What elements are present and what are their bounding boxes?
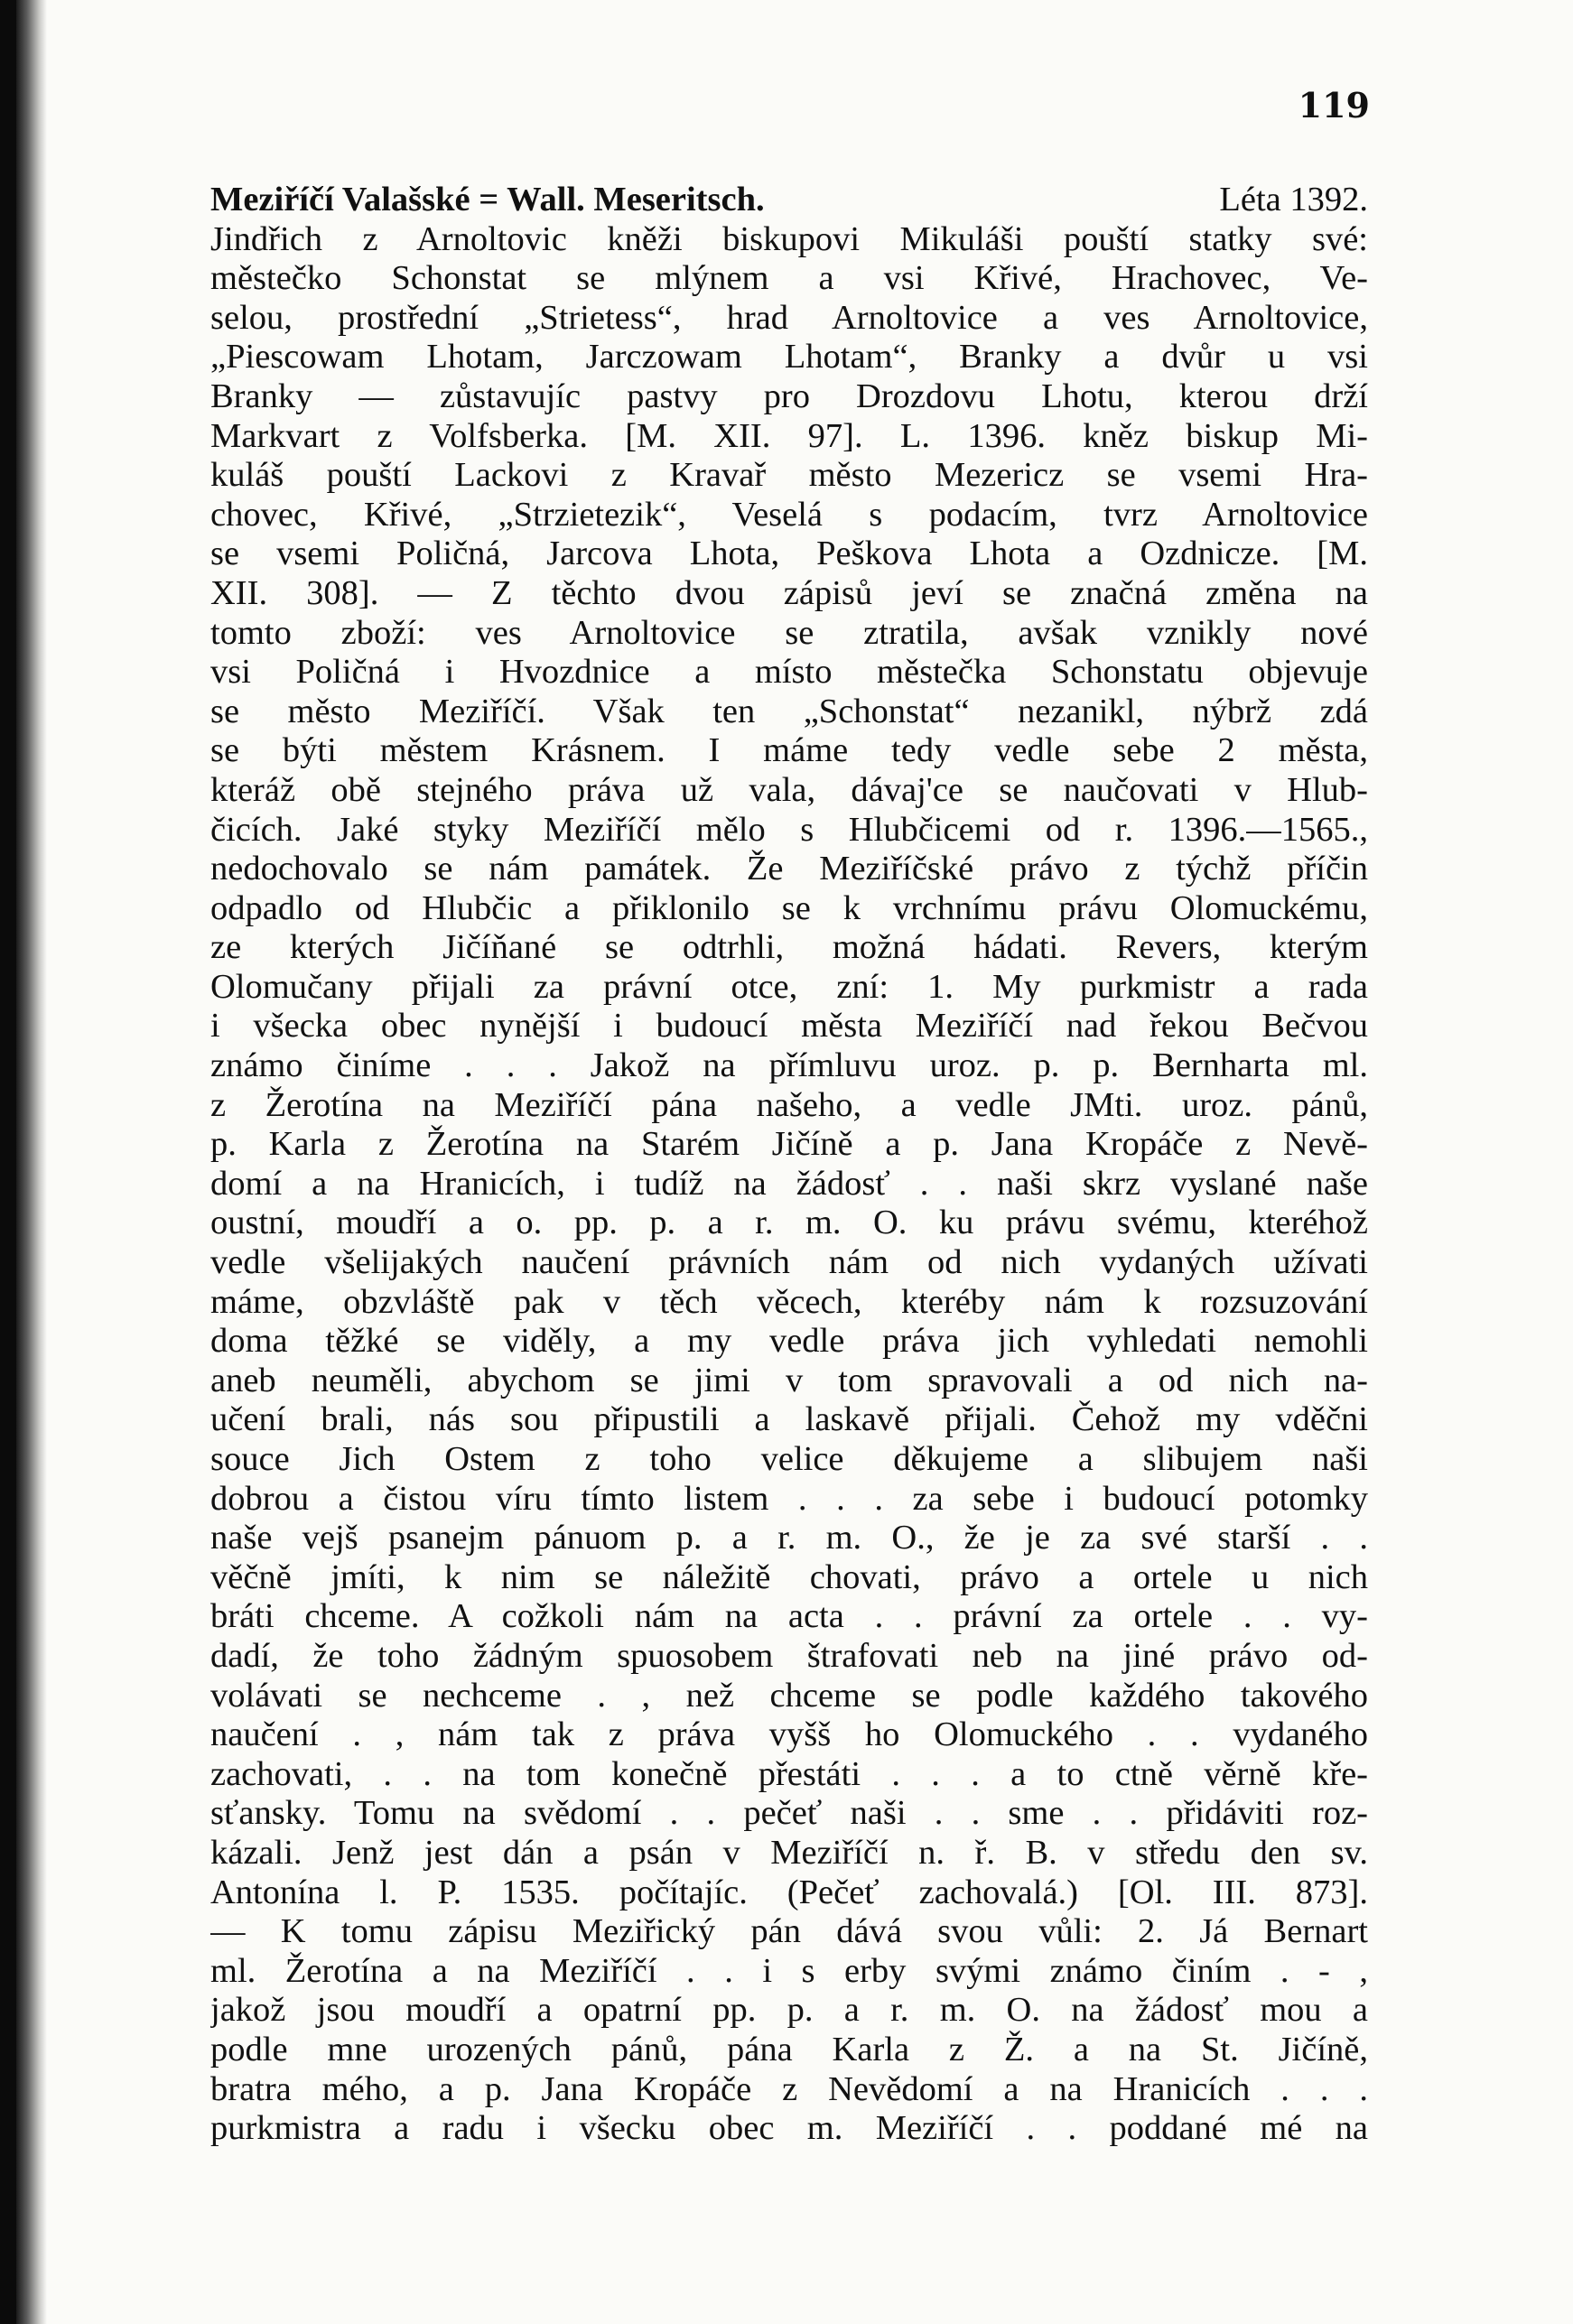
text-line: souce Jich Ostem z toho velice děkujeme a slibujem naši xyxy=(210,1440,1368,1478)
text-line: Jindřich z Arnoltovic kněži biskupovi Mikuláši pouští statky své: xyxy=(210,219,1368,258)
text-line: naučení . , nám tak z práva vyšš ho Olomuckého . . vydaného xyxy=(210,1715,1368,1754)
text-line: věčně jmíti, k nim se náležitě chovati, právo a ortele u nich xyxy=(210,1557,1368,1596)
text-line: kuláš pouští Lackovi z Kravař město Mezericz se vsemi Hra- xyxy=(210,456,1368,495)
text-line: podle mne urozených pánů, pána Karla z Ž. a na St. Jičíně, xyxy=(210,2030,1368,2068)
text-line: městečko Schonstat se mlýnem a vsi Křivé, Hrachovec, Ve- xyxy=(210,259,1368,298)
heading-line xyxy=(210,181,1368,220)
text-line: sťansky. Tomu na svědomí . . pečeť naši . . sme . . přidáviti roz- xyxy=(210,1794,1368,1833)
text-line: vsi Poličná i Hvozdnice a místo městečka Schonstatu objevuje xyxy=(210,653,1368,692)
text-line: bratra mého, a p. Jana Kropáče z Nevědomí a na Hranicích . . . xyxy=(210,2069,1368,2108)
text-line: vedle všelijakých naučení právních nám od nich vydaných užívati xyxy=(210,1243,1368,1282)
body-text xyxy=(210,181,1368,2149)
text-line: kteráž obě stejného práva už vala, dávaj'ce se naučovati v Hlub- xyxy=(210,770,1368,809)
text-line: tomto zboží: ves Arnoltovice se ztratila, avšak vznikly nové xyxy=(210,613,1368,652)
text-line: purkmistra a radu i všecku obec m. Meziříčí . . poddané mé na xyxy=(210,2109,1368,2148)
text-line: máme, obzvláště pak v těch věcech, kteréby nám k rozsuzování xyxy=(210,1282,1368,1321)
text-line: se býti městem Krásnem. I máme tedy vedle sebe 2 města, xyxy=(210,731,1368,770)
text-line: Antonína l. P. 1535. počítajíc. (Pečeť zachovalá.) [Ol. III. 873]. xyxy=(210,1873,1368,1911)
text-line: se město Meziříčí. Však ten „Schonstat“ nezanikl, nýbrž zdá xyxy=(210,692,1368,730)
text-line: ml. Žerotína a na Meziříčí . . i s erby svými známo činím . - , xyxy=(210,1951,1368,1990)
text-line: chovec, Křivé, „Strzietezik“, Veselá s podacím, tvrz Arnoltovice xyxy=(210,495,1368,534)
text-line: bráti chceme. A cožkoli nám na acta . . právní za ortele . . vy- xyxy=(210,1597,1368,1636)
text-line: známo činíme . . . Jakož na přímluvu uroz. p. p. Bernharta ml. xyxy=(210,1046,1368,1085)
heading-year: Léta 1392. xyxy=(1219,181,1368,218)
text-line: aneb neuměli, abychom se jimi v tom spravovali a od nich na- xyxy=(210,1361,1368,1399)
text-line: p. Karla z Žerotína na Starém Jičíně a p. Jana Kropáče z Nevě- xyxy=(210,1125,1368,1164)
text-line: volávati se nechceme . , než chceme se podle každého takového xyxy=(210,1676,1368,1715)
text-line: ze kterých Jičíňané se odtrhli, možná hádati. Revers, kterým xyxy=(210,928,1368,967)
text-line: zachovati, . . na tom konečně přestáti . . . a to ctně věrně kře- xyxy=(210,1754,1368,1793)
text-line: jakož jsou moudří a opatrní pp. p. a r. m. O. na žádosť mou a xyxy=(210,1991,1368,2030)
text-line: Olomučany přijali za právní otce, zní: 1. My purkmistr a rada xyxy=(210,967,1368,1006)
text-line: XII. 308]. — Z těchto dvou zápisů jeví se značná změna na xyxy=(210,573,1368,612)
text-line: doma těžké se viděly, a my vedle práva jich vyhledati nemohli xyxy=(210,1322,1368,1361)
text-line: dobrou a čistou víru tímto listem . . . za sebe i budoucí potomky xyxy=(210,1479,1368,1518)
page-gutter-shadow xyxy=(16,0,47,2324)
page-number: 119 xyxy=(1298,85,1370,125)
text-line: i všecka obec nynější i budoucí města Meziříčí nad řekou Bečvou xyxy=(210,1007,1368,1046)
text-line: z Žerotína na Meziříčí pána našeho, a vedle JMti. uroz. pánů, xyxy=(210,1085,1368,1124)
text-line: oustní, moudří a o. pp. p. a r. m. O. ku právu svému, kteréhož xyxy=(210,1204,1368,1242)
text-line: kázali. Jenž jest dán a psán v Meziříčí n. ř. B. v středu den sv. xyxy=(210,1833,1368,1872)
text-line: — K tomu zápisu Meziřický pán dává svou vůli: 2. Já Bernart xyxy=(210,1912,1368,1951)
text-line: učení brali, nás sou připustili a laskavě přijali. Čehož my vděčni xyxy=(210,1400,1368,1439)
text-lines xyxy=(210,220,1368,2149)
text-line: domí a na Hranicích, i tudíž na žádosť . . naši skrz vyslané naše xyxy=(210,1164,1368,1203)
text-line: „Piescowam Lhotam, Jarczowam Lhotam“, Branky a dvůr u vsi xyxy=(210,338,1368,376)
text-line: naše vejš psanejm pánuom p. a r. m. O., že je za své starší . . xyxy=(210,1519,1368,1557)
text-line: čicích. Jaké styky Meziříčí mělo s Hlubčicemi od r. 1396.—1565., xyxy=(210,810,1368,849)
text-line: selou, prostřední „Strietess“, hrad Arnoltovice a ves Arnoltovice, xyxy=(210,298,1368,337)
text-line: nedochovalo se nám památek. Že Meziříčské právo z týchž příčin xyxy=(210,850,1368,888)
section-heading: Meziříčí Valašské = Wall. Meseritsch. xyxy=(210,181,765,218)
text-line: odpadlo od Hlubčic a přiklonilo se k vrchnímu právu Olomuckému, xyxy=(210,888,1368,927)
text-line: se vsemi Poličná, Jarcova Lhota, Peškova Lhota a Ozdnicze. [M. xyxy=(210,535,1368,573)
text-line: Branky — zůstavujíc pastvy pro Drozdovu Lhotu, kterou drží xyxy=(210,376,1368,415)
book-page xyxy=(16,0,1573,2324)
text-line: Markvart z Volfsberka. [M. XII. 97]. L. 1396. kněz biskup Mi- xyxy=(210,416,1368,455)
text-line: dadí, že toho žádným spuosobem štrafovati neb na jiné právo od- xyxy=(210,1636,1368,1675)
